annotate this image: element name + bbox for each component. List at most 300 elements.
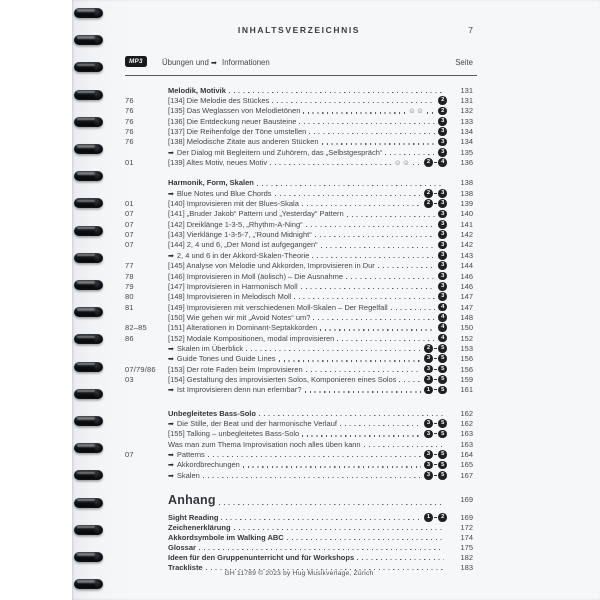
level-badge <box>438 313 447 322</box>
entry-page-number: 163 <box>460 439 473 449</box>
track-number: 76 <box>125 127 134 137</box>
toc-entry-row <box>125 470 473 480</box>
dot-leader <box>385 154 435 155</box>
level-badge-circle: 3 <box>424 471 433 480</box>
entry-page-number: 169 <box>460 495 473 505</box>
level-badge-circle: 3 <box>424 430 433 439</box>
level-badge <box>438 241 447 250</box>
arrow-icon: ➡ <box>168 149 174 157</box>
dot-leader <box>357 559 444 560</box>
badge-range-dash <box>434 454 437 455</box>
dot-leader <box>364 446 444 447</box>
entry-label: Ideen für den Gruppenunterricht und für Workshops <box>168 552 355 562</box>
dot-leader <box>219 504 444 505</box>
smiley-icon: ☺ <box>416 105 424 115</box>
dot-leader <box>303 112 405 113</box>
level-badge <box>438 148 447 157</box>
entry-label: [155] Talking – unbegleitetes Bass-Solo <box>168 429 300 439</box>
level-badge <box>438 272 447 281</box>
level-badge-circle: 5 <box>438 344 447 353</box>
badge-range-dash <box>434 517 437 518</box>
entry-label: Glossar <box>168 542 196 552</box>
level-badge <box>424 450 447 459</box>
dot-leader <box>427 112 435 113</box>
entry-page-number: 134 <box>460 137 473 147</box>
level-badge-circle: 4 <box>438 313 447 322</box>
entry-label: Was man zum Thema Improvisation noch alles üben kann <box>168 439 361 449</box>
level-badge <box>424 365 447 374</box>
spiral-coil <box>74 416 103 426</box>
spiral-coil <box>74 198 103 208</box>
level-badge-circle: 5 <box>438 365 447 374</box>
toc-entry-row <box>125 312 473 322</box>
toc-section <box>125 85 473 168</box>
toc-entry-row <box>125 323 473 333</box>
dot-leader <box>322 143 436 144</box>
entry-page-number: 147 <box>460 302 473 312</box>
dot-leader <box>270 164 391 165</box>
level-badge-circle: 3 <box>438 241 447 250</box>
level-badge <box>438 251 447 260</box>
entry-label: [138] Melodische Zitate aus anderen Stücken <box>168 137 319 147</box>
dot-leader <box>257 185 444 186</box>
dot-leader <box>391 309 436 310</box>
entry-label: [148] Improvisieren in Melodisch Moll <box>168 292 292 302</box>
track-number: 07 <box>125 209 134 219</box>
entry-page-number: 143 <box>460 250 473 260</box>
entry-label: [136] Die Entdeckung neuer Bausteine <box>168 116 297 126</box>
level-badge <box>438 107 447 116</box>
entry-page-number: 163 <box>460 429 473 439</box>
entry-page-number: 152 <box>460 333 473 343</box>
level-badge <box>424 354 447 363</box>
level-badge-circle: 3 <box>438 148 447 157</box>
entry-page-number: 182 <box>460 552 473 562</box>
toc-section-title <box>125 85 473 95</box>
toc-entry-row <box>125 522 473 532</box>
entry-page-number: 150 <box>460 323 473 333</box>
level-badge <box>438 292 447 301</box>
toc-entry-row <box>125 126 473 136</box>
entry-page-number: 142 <box>460 240 473 250</box>
entry-label: [141] „Bruder Jakob“ Pattern und „Yesterday“ Pattern <box>168 209 344 219</box>
toc-entry-row <box>125 512 473 522</box>
track-number: 07 <box>125 230 134 240</box>
entry-page-number: 139 <box>460 199 473 209</box>
entry-label: [146] Improvisieren in Moll (äolisch) – Die Ausnahme <box>168 271 344 281</box>
level-badge-circle: 5 <box>438 386 447 395</box>
level-badge <box>424 189 447 198</box>
spiral-coil <box>74 389 103 399</box>
arrow-icon: ➡ <box>168 190 174 198</box>
level-badge-circle: 4 <box>438 334 447 343</box>
spiral-coil <box>74 280 103 290</box>
track-number: 81 <box>125 302 134 312</box>
level-badge <box>424 344 447 353</box>
level-badge-circle: 3 <box>438 272 447 281</box>
level-badge <box>438 230 447 239</box>
dot-leader <box>221 519 421 520</box>
track-number: 01 <box>125 199 134 209</box>
dot-leader <box>399 381 421 382</box>
entry-label: Akkordsymbole im Walking ABC <box>168 532 284 542</box>
seite-label: Seite <box>455 58 473 67</box>
smiley-icon: ☺ <box>408 105 416 115</box>
track-number: 76 <box>125 137 134 147</box>
entry-label: ➡ Blue Notes und Blue Chords <box>168 188 272 198</box>
dot-leader <box>301 288 436 289</box>
dot-leader <box>378 267 436 268</box>
level-badge-circle: 2 <box>424 189 433 198</box>
dot-leader <box>199 549 444 550</box>
toc-entry-row <box>125 429 473 439</box>
toc-entry-row <box>125 219 473 229</box>
entry-label: [149] Improvisieren mit verschiedenen Moll-Skalen – Der Regelfall <box>168 302 388 312</box>
page-header <box>125 25 473 37</box>
spiral-coil <box>74 525 103 535</box>
spiral-coil <box>74 470 103 480</box>
entry-page-number: 183 <box>460 562 473 572</box>
level-badge-circle: 5 <box>438 430 447 439</box>
track-number: 86 <box>125 333 134 343</box>
toc-entry-row <box>125 385 473 395</box>
badge-range-dash <box>434 475 437 476</box>
dot-leader <box>203 477 421 478</box>
entry-page-number: 148 <box>460 312 473 322</box>
entry-label: ➡ Der Dialog mit Begleitern und Zuhörern, das „Selbstgespräch“ <box>168 147 383 157</box>
entry-page-number: 138 <box>460 178 473 188</box>
entry-page-number: 172 <box>460 522 473 532</box>
track-number: 76 <box>125 116 134 126</box>
arrow-icon: ➡ <box>168 356 174 364</box>
dot-leader <box>287 539 444 540</box>
level-badge <box>424 471 447 480</box>
toc-entry-row <box>125 354 473 364</box>
arrow-icon: ➡ <box>168 462 174 470</box>
entry-label: [145] Analyse von Melodie und Akkorden, Improvisieren in Dur <box>168 261 375 271</box>
dot-leader <box>302 205 421 206</box>
toc-section <box>125 408 473 480</box>
track-number: 03 <box>125 374 134 384</box>
level-badge-circle: 5 <box>438 450 447 459</box>
toc-entry-row <box>125 271 473 281</box>
entry-label: Zeichenerklärung <box>168 522 231 532</box>
level-badge-circle: 5 <box>438 461 447 470</box>
page-number: 7 <box>468 25 473 35</box>
badge-range-dash <box>434 379 437 380</box>
level-badge-circle: 2 <box>438 107 447 116</box>
level-badge-circle: 4 <box>438 323 447 332</box>
dot-leader <box>208 456 421 457</box>
level-badge <box>424 158 447 167</box>
toc <box>125 85 473 572</box>
entry-page-number: 136 <box>460 158 473 168</box>
toc-section <box>125 491 473 572</box>
legend-text <box>162 58 270 67</box>
entry-page-number: 165 <box>460 460 473 470</box>
dot-leader <box>337 340 435 341</box>
track-number: 07/79/86 <box>125 364 156 374</box>
spiral-coil <box>74 117 103 127</box>
entry-page-number: 131 <box>460 96 473 106</box>
level-badge-circle: 3 <box>438 251 447 260</box>
level-badge-circle: 3 <box>438 230 447 239</box>
toc-entry-row <box>125 343 473 353</box>
badge-range-dash <box>434 358 437 359</box>
entry-label: [140] Improvisieren mit der Blues-Skala <box>168 199 299 209</box>
entry-label: [147] Improvisieren in Harmonisch Moll <box>168 281 298 291</box>
dot-leader <box>313 319 435 320</box>
entry-label: ➡ Die Stille, der Beat und der harmonische Verlauf <box>168 418 337 428</box>
entry-label: Melodik, Motivik <box>168 85 226 95</box>
badge-range-dash <box>434 348 437 349</box>
entry-page-number: 131 <box>460 85 473 95</box>
entry-page-number: 175 <box>460 542 473 552</box>
entry-label: [150] Wie gehen wir mit „Avoid Notes“ um? <box>168 312 311 322</box>
entry-label: Sight Reading <box>168 512 219 522</box>
toc-entry-row <box>125 198 473 208</box>
toc-entry-row <box>125 460 473 470</box>
level-badge <box>438 210 447 219</box>
toc-section-title <box>125 408 473 418</box>
entry-label: [135] Das Weglassen von Melodietönen <box>168 106 301 116</box>
toc-entry-row <box>125 137 473 147</box>
dot-leader <box>272 102 435 103</box>
toc-entry-row <box>125 302 473 312</box>
level-badge-circle: 3 <box>424 365 433 374</box>
dot-leader <box>259 415 444 416</box>
dot-leader <box>275 195 422 196</box>
level-badge-circle: 3 <box>438 210 447 219</box>
toc-entry-row <box>125 374 473 384</box>
entry-label: Trackliste <box>168 562 203 572</box>
entry-page-number: 156 <box>460 364 473 374</box>
dot-leader <box>309 133 435 134</box>
level-badge <box>438 334 447 343</box>
entry-page-number: 156 <box>460 354 473 364</box>
legend-prefix: Übungen und <box>162 58 209 67</box>
legend-suffix: Informationen <box>222 58 270 67</box>
arrow-icon: ➡ <box>168 472 174 480</box>
level-badge <box>438 127 447 136</box>
dot-leader <box>413 164 421 165</box>
track-number: 76 <box>125 96 134 106</box>
level-badge <box>424 199 447 208</box>
badge-range-dash <box>434 423 437 424</box>
level-badge <box>438 323 447 332</box>
spiral-coil <box>74 90 103 100</box>
spiral-coil <box>74 579 103 589</box>
toc-entry-row <box>125 240 473 250</box>
entry-label: Unbegleitetes Bass-Solo <box>168 408 256 418</box>
toc-entry-row <box>125 250 473 260</box>
track-number: 80 <box>125 292 134 302</box>
level-badge-circle: 3 <box>438 199 447 208</box>
dot-leader <box>340 425 421 426</box>
level-badge-circle: 2 <box>424 199 433 208</box>
dot-leader <box>320 329 435 330</box>
toc-entry-row <box>125 106 473 116</box>
badge-range-dash <box>434 433 437 434</box>
dot-leader <box>294 298 435 299</box>
entry-label: Harmonik, Form, Skalen <box>168 178 254 188</box>
level-badge <box>424 513 447 522</box>
level-badge-circle: 2 <box>424 158 433 167</box>
toc-entry-row <box>125 209 473 219</box>
toc-entry-row <box>125 449 473 459</box>
badge-range-dash <box>434 203 437 204</box>
track-number: 77 <box>125 261 134 271</box>
toc-entry-row <box>125 281 473 291</box>
spiral-coil <box>74 35 103 45</box>
arrow-icon: ➡ <box>168 387 174 395</box>
entry-label: [143] Vierklänge 1-3-5-7, „’Round Midnight“ <box>168 230 312 240</box>
spiral-coil <box>74 307 103 317</box>
toc-section <box>125 178 473 395</box>
toc-entry-row <box>125 188 473 198</box>
toc-section-title <box>125 178 473 188</box>
entry-page-number: 169 <box>460 512 473 522</box>
spiral-coil <box>74 552 103 562</box>
level-badge <box>424 419 447 428</box>
mp3-badge-icon: MP3 <box>125 56 147 67</box>
entry-label: Anhang <box>168 492 216 507</box>
toc-entry-row <box>125 364 473 374</box>
level-badge <box>438 117 447 126</box>
entry-page-number: 141 <box>460 219 473 229</box>
entry-page-number: 133 <box>460 116 473 126</box>
entry-page-number: 142 <box>460 230 473 240</box>
track-number: 01 <box>125 158 134 168</box>
track-number: 07 <box>125 240 134 250</box>
toc-entry-row <box>125 418 473 428</box>
level-badge-circle: 5 <box>438 375 447 384</box>
level-badge-circle: 5 <box>438 471 447 480</box>
arrow-icon: ➡ <box>168 420 174 428</box>
level-badge-circle: 3 <box>438 261 447 270</box>
dot-leader <box>305 391 422 392</box>
level-badge-circle: 4 <box>438 158 447 167</box>
dot-leader <box>315 236 436 237</box>
badge-range-dash <box>434 162 437 163</box>
level-badge-circle: 5 <box>438 419 447 428</box>
entry-page-number: 161 <box>460 385 473 395</box>
entry-label: ➡ 2, 4 und 6 in der Akkord-Skalen-Theorie <box>168 250 310 260</box>
entry-page-number: 147 <box>460 292 473 302</box>
entry-label: ➡ Skalen im Überblick <box>168 343 244 353</box>
smiley-icon: ☺ <box>402 157 410 167</box>
page-content <box>125 0 473 572</box>
entry-page-number: 164 <box>460 450 473 460</box>
spiral-coil <box>74 8 103 18</box>
footer-imprint: GH 11789 © 2023 by Hug Musikverlage, Zürich <box>224 570 374 577</box>
toc-entry-row <box>125 333 473 343</box>
badge-range-dash <box>434 369 437 370</box>
entry-label: [137] Die Reihenfolge der Töne umstellen <box>168 127 307 137</box>
spiral-coil <box>74 226 103 236</box>
spiral-coil <box>74 498 103 508</box>
entry-page-number: 135 <box>460 147 473 157</box>
smiley-icon: ☺ <box>393 157 402 167</box>
entry-page-number: 146 <box>460 281 473 291</box>
level-badge-circle: 3 <box>438 189 447 198</box>
level-badge <box>438 96 447 105</box>
entry-label: ➡ Patterns <box>168 450 205 460</box>
entry-page-number: 138 <box>460 188 473 198</box>
spiral-coil <box>74 362 103 372</box>
level-badge-circle: 1 <box>424 513 433 522</box>
entry-page-number: 153 <box>460 343 473 353</box>
dot-leader <box>243 466 421 467</box>
dot-leader <box>347 216 436 217</box>
entry-label: ➡ Akkordbrechungen <box>168 460 240 470</box>
level-badge-circle: 4 <box>438 303 447 312</box>
level-badge <box>438 138 447 147</box>
level-badge <box>438 220 447 229</box>
level-badge <box>438 261 447 270</box>
entry-label: [134] Die Melodie des Stückes <box>168 96 270 106</box>
level-badge-circle: 3 <box>438 127 447 136</box>
dot-leader <box>302 435 421 436</box>
dot-leader <box>246 350 421 351</box>
level-badge-circle: 3 <box>424 461 433 470</box>
track-number: 76 <box>125 106 134 116</box>
entry-label: [144] 2, 4 und 6, „Der Mond ist aufgegangen“ <box>168 240 318 250</box>
toc-entry-row <box>125 147 473 157</box>
dot-leader <box>306 371 422 372</box>
dot-leader <box>299 123 435 124</box>
level-badge <box>424 461 447 470</box>
level-badge-circle: 5 <box>438 354 447 363</box>
entry-label: ➡ Guide Tones und Guide Lines <box>168 354 276 364</box>
toc-entry-row <box>125 439 473 449</box>
toc-entry-row <box>125 552 473 562</box>
toc-entry-row <box>125 157 473 167</box>
track-number: 07 <box>125 450 134 460</box>
toc-entry-row <box>125 292 473 302</box>
level-badge-circle: 2 <box>438 96 447 105</box>
spiral-coil <box>74 62 103 72</box>
arrow-icon: ➡ <box>211 60 217 67</box>
level-badge-circle: 3 <box>424 375 433 384</box>
entry-label: [153] Der rote Faden beim Improvisieren <box>168 364 303 374</box>
arrow-icon: ➡ <box>168 345 174 353</box>
level-badge <box>438 282 447 291</box>
dot-leader <box>306 226 436 227</box>
spiral-coil <box>74 171 103 181</box>
level-badge-circle: 3 <box>424 450 433 459</box>
level-badge-circle: 2 <box>438 513 447 522</box>
toc-entry-row <box>125 95 473 105</box>
dot-leader <box>321 247 436 248</box>
level-badge-circle: 3 <box>424 354 433 363</box>
dot-leader <box>346 278 435 279</box>
entry-page-number: 134 <box>460 127 473 137</box>
legend-row <box>125 56 473 69</box>
arrow-icon: ➡ <box>168 452 174 460</box>
toc-entry-row <box>125 229 473 239</box>
entry-label: [151] Alterationen in Dominant-Septakkorden <box>168 323 318 333</box>
entry-page-number: 174 <box>460 532 473 542</box>
level-badge-circle: 3 <box>438 138 447 147</box>
dot-leader <box>312 257 435 258</box>
entry-label: [142] Dreiklänge 1-3-5, „Rhythm-A-Ning“ <box>168 219 303 229</box>
level-badge-circle: 3 <box>438 117 447 126</box>
badge-range-dash <box>434 389 437 390</box>
spiral-coil <box>74 334 103 344</box>
level-badge-circle: 3 <box>438 282 447 291</box>
track-number: 79 <box>125 281 134 291</box>
